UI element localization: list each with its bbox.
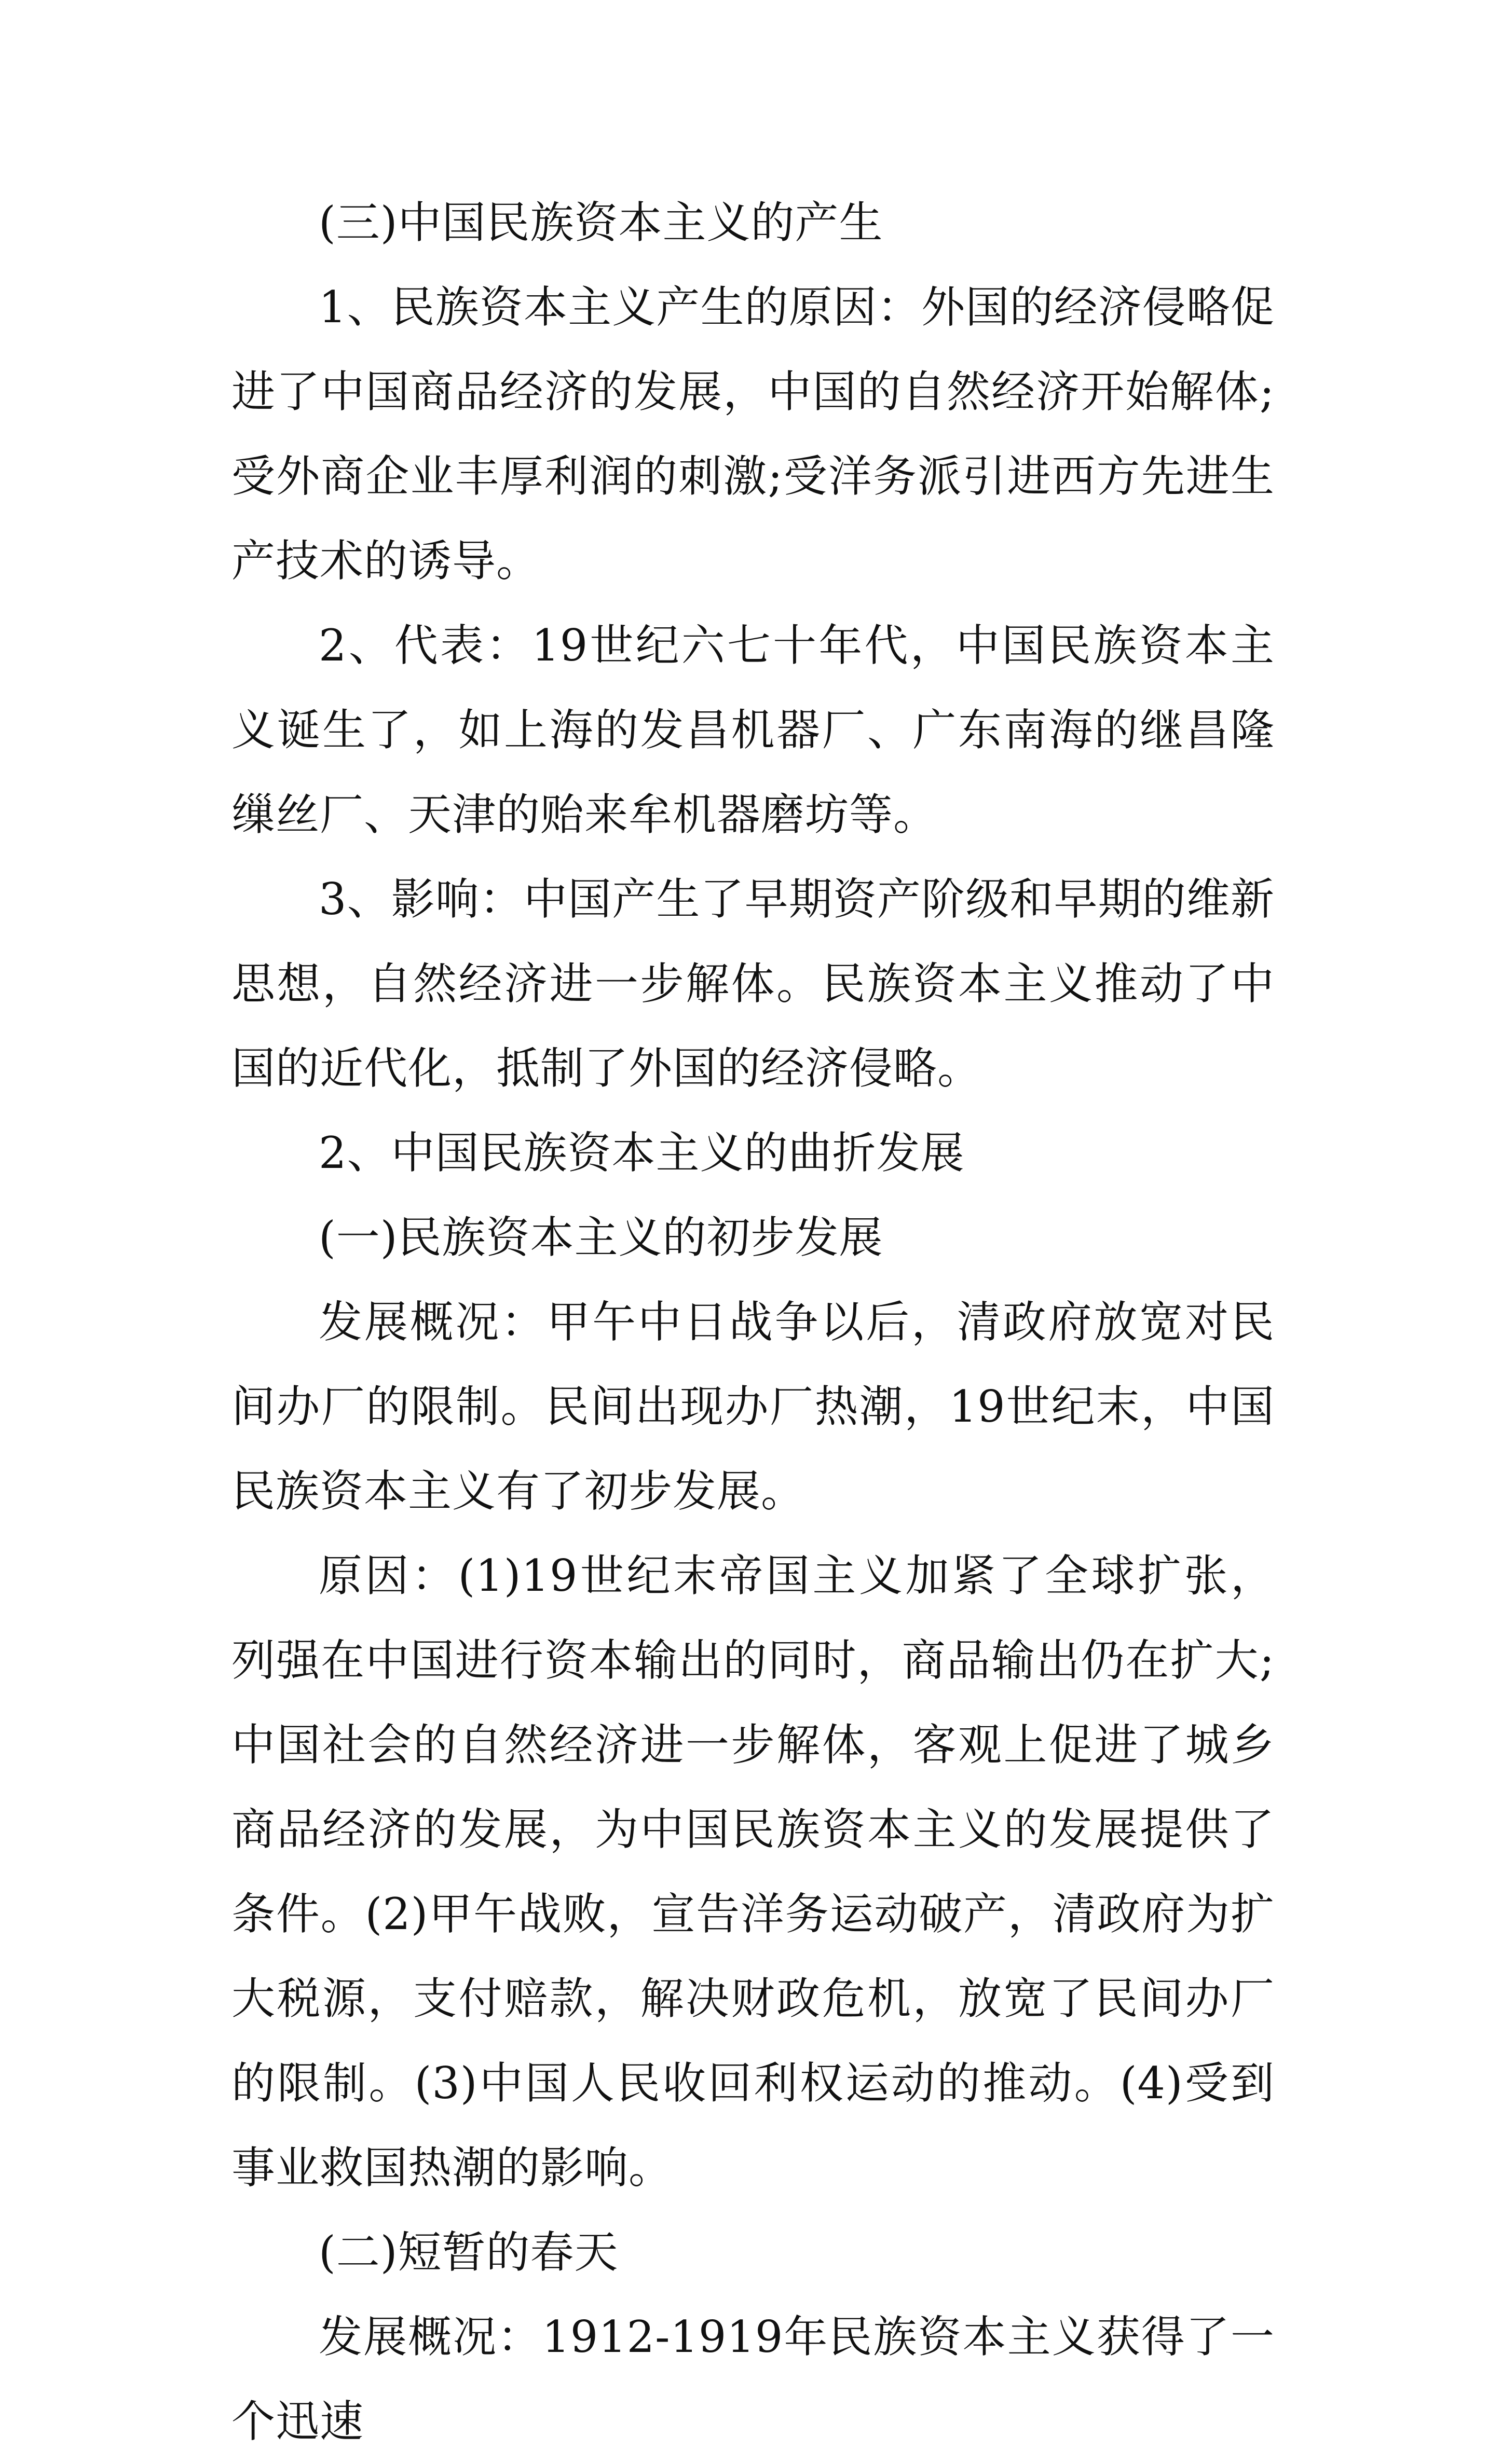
paragraph-brief-spring-overview: 发展概况：1912-1919年民族资本主义获得了一个迅速 — [231, 2311, 1275, 2447]
subsection-heading-brief-spring: (二)短暂的春天 — [319, 2227, 619, 2278]
section-heading-development: 2、中国民族资本主义的曲折发展 — [319, 1127, 965, 1178]
paragraph-impact: 3、影响：中国产生了早期资产阶级和早期的维新思想，自然经济进一步解体。民族资本主义推动了中国的近代化，抵制了外国的经济侵略。 — [231, 874, 1275, 1094]
section-heading-origin: (三)中国民族资本主义的产生 — [319, 197, 883, 248]
paragraph-causes: 1、民族资本主义产生的原因：外国的经济侵略促进了中国商品经济的发展，中国的自然经济开始解体;受外商企业丰厚利润的刺激;受洋务派引进西方先进生产技术的诱导。 — [231, 282, 1275, 586]
subsection-heading-initial-development: (一)民族资本主义的初步发展 — [319, 1212, 883, 1263]
paragraph-development-overview: 发展概况：甲午中日战争以后，清政府放宽对民间办厂的限制。民间出现办厂热潮，19世纪末，中国民族资本主义有了初步发展。 — [231, 1297, 1275, 1517]
document-body — [231, 181, 1275, 2464]
paragraph-representatives: 2、代表：19世纪六七十年代，中国民族资本主义诞生了，如上海的发昌机器厂、广东南海的继昌隆缫丝厂、天津的贻来牟机器磨坊等。 — [231, 620, 1275, 840]
paragraph-reasons: 原因：(1)19世纪末帝国主义加紧了全球扩张，列强在中国进行资本输出的同时，商品输出仍在扩大;中国社会的自然经济进一步解体，客观上促进了城乡商品经济的发展，为中国民族资本主义的发展提供了条件。(2)甲午战败，宣告洋务运动破产，清政府为扩大税源，支付赔款，解决财政危机，放宽了民间办厂的限制。(3)中国人民收回利权运动的推动。(4)受到事业救国热潮的影响。 — [231, 1550, 1275, 2193]
